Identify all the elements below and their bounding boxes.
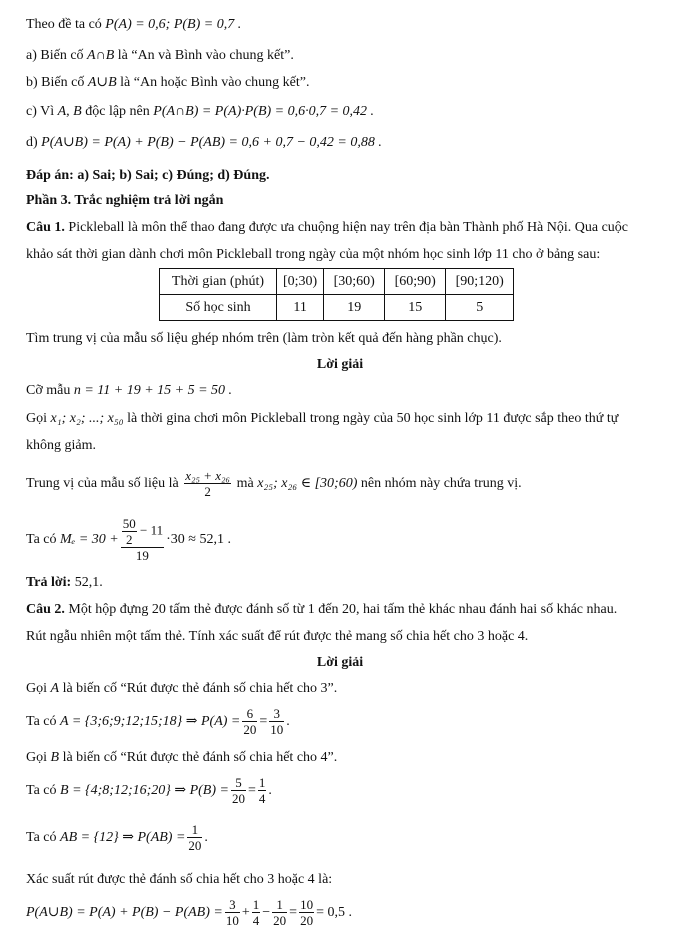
plus-sign: + — [241, 905, 250, 920]
fraction — [299, 897, 314, 928]
fraction — [231, 775, 246, 806]
question-1-ask: Tìm trung vị của mẫu số liệu ghép nhóm trên (làm tròn kết quả đến hàng phần chục). — [26, 331, 502, 346]
event-b-text: là biến cố “Rút được thẻ đánh số chia hết cho 4”. — [59, 750, 338, 765]
table-cell: 19 — [324, 295, 385, 321]
final-probability-line — [26, 894, 352, 932]
statement-b-text: là “An hoặc Bình vào chung kết”. — [116, 75, 310, 90]
event-a-symbol: A — [50, 681, 60, 696]
equals-sign: = — [289, 905, 298, 920]
event-a-label: Gọi — [26, 681, 51, 696]
median-conjunction: mà — [233, 476, 258, 491]
table-cell: Thời gian (phút) — [160, 269, 277, 295]
final-probability-intro: Xác suất rút được thẻ đánh số chia hết cho 3 hoặc 4 là: — [26, 872, 333, 887]
ordering-math: x₁; x₂; ...; x₅₀ — [50, 411, 124, 426]
fraction — [258, 775, 267, 806]
statement-c-math-events: A, B — [57, 104, 82, 119]
half-num: 50 — [122, 516, 136, 532]
question-1-label: Câu 1. — [26, 220, 65, 235]
fraction-den: 20 — [273, 913, 287, 929]
statement-b — [26, 74, 310, 92]
minus-sign: − — [262, 905, 271, 920]
table-header-row — [160, 269, 514, 295]
event-b-label: Gọi — [26, 750, 51, 765]
event-ab-prob-math: AB = {12} ⇒ P(AB) = — [60, 830, 186, 845]
statement-a — [26, 47, 294, 65]
fraction-num: 3 — [269, 706, 284, 722]
table-cell: Số học sinh — [160, 295, 277, 321]
answer-1-value: 52,1. — [71, 575, 103, 590]
period: . — [286, 714, 290, 729]
sample-size-text: Cỡ mẫu — [26, 383, 74, 398]
sample-size-math: n = 11 + 19 + 15 + 5 = 50 . — [73, 383, 233, 398]
median-calc-result: ·30 ≈ 52,1 . — [166, 532, 231, 547]
table-cell: [90;120) — [446, 269, 514, 295]
event-ab-prob-label: Ta có — [26, 830, 61, 845]
median-calc-num — [121, 516, 164, 548]
statement-a-math: A∩B — [87, 48, 115, 63]
median-calc-den: 19 — [135, 548, 149, 564]
fraction-num: 5 — [231, 775, 246, 791]
fraction-den: 4 — [252, 913, 260, 929]
fraction-den: 20 — [243, 722, 257, 738]
table-cell: 5 — [446, 295, 514, 321]
median-fraction-num: x₂₅ + x₂₆ — [185, 468, 231, 484]
fraction — [269, 706, 284, 737]
intro-text: Theo đề ta có — [26, 17, 106, 32]
event-a-prob-math: A = {3;6;9;12;15;18} ⇒ P(A) = — [60, 714, 241, 729]
fraction-den: 10 — [270, 722, 284, 738]
median-calc-me: Mₑ = 30 + — [60, 532, 119, 547]
event-b-symbol: B — [50, 750, 60, 765]
solution-2-title: Lời giải — [316, 655, 364, 670]
median-line — [26, 466, 522, 502]
statement-c-text: độc lập nên — [81, 104, 154, 119]
median-calc-label: Ta có — [26, 532, 61, 547]
fraction-den: 10 — [225, 913, 239, 929]
event-a-line — [26, 680, 337, 698]
median-calc-minus: − 11 — [136, 522, 164, 538]
answer-key: Đáp án: a) Sai; b) Sai; c) Đúng; d) Đúng. — [26, 168, 270, 183]
fraction-num: 1 — [187, 822, 202, 838]
fraction — [272, 897, 287, 928]
median-calc-line — [26, 510, 231, 570]
period: . — [268, 783, 272, 798]
fraction — [187, 822, 202, 853]
statement-a-text: là “An và Bình vào chung kết”. — [114, 48, 294, 63]
fraction — [225, 897, 240, 928]
answer-1-label: Trả lời: — [26, 575, 72, 590]
equals-sign: = — [247, 783, 256, 798]
table-cell: [60;90) — [385, 269, 446, 295]
table-cell: [0;30) — [277, 269, 324, 295]
question-1-text-1: Pickleball là môn thể thao đang được ưa chuộng hiện nay trên địa bàn Thành phố Hà Nội. Qua cuộc — [64, 220, 629, 235]
event-a-text: là biến cố “Rút được thẻ đánh số chia hết cho 3”. — [59, 681, 338, 696]
statement-d — [26, 134, 382, 152]
equals-sign: = — [259, 714, 268, 729]
ordering-text: là thời gina chơi môn Pickleball trong ngày của 50 học sinh lớp 11 được sắp theo thứ tự — [123, 411, 619, 426]
half-fraction — [122, 516, 137, 547]
event-a-prob-label: Ta có — [26, 714, 61, 729]
statement-c-label: c) Vì — [26, 104, 58, 119]
statement-c-math: P(A∩B) = P(A)·P(B) = 0,6·0,7 = 0,42 . — [153, 104, 375, 119]
answer-1 — [26, 574, 103, 592]
fraction — [252, 897, 261, 928]
fraction-num: 6 — [242, 706, 257, 722]
statement-d-label: d) — [26, 135, 42, 150]
fraction-num: 1 — [252, 897, 260, 913]
event-b-prob-math: B = {4;8;12;16;20} ⇒ P(B) = — [60, 783, 229, 798]
question-1-line-2: khảo sát thời gian dành chơi môn Pickleball trong ngày của một nhóm học sinh lớp 11 cho ở bảng sau: — [26, 247, 601, 262]
statement-b-label: b) Biến cố — [26, 75, 88, 90]
sample-size-line — [26, 382, 232, 400]
table-row — [160, 295, 514, 321]
event-b-prob-line — [26, 773, 272, 809]
part3-heading: Phần 3. Trắc nghiệm trả lời ngắn — [26, 193, 224, 208]
fraction-den: 4 — [258, 791, 266, 807]
ordering-line-1 — [26, 410, 618, 428]
median-fraction-den: 2 — [204, 484, 211, 500]
ordering-label: Gọi — [26, 411, 51, 426]
fraction-den: 20 — [231, 791, 245, 807]
fraction-num: 3 — [225, 897, 240, 913]
fraction-num: 1 — [258, 775, 266, 791]
event-b-line — [26, 749, 337, 767]
table-cell: [30;60) — [324, 269, 385, 295]
statement-d-math: P(A∪B) = P(A) + P(B) − P(AB) = 0,6 + 0,7 − 0,42 = 0,88 . — [41, 135, 382, 150]
data-table — [159, 268, 514, 321]
fraction — [242, 706, 257, 737]
statement-b-math: A∪B — [87, 75, 117, 90]
intro-line — [26, 16, 241, 34]
fraction-den: 20 — [188, 838, 202, 854]
table-cell: 11 — [277, 295, 324, 321]
solution-1-title: Lời giải — [316, 357, 364, 372]
fraction-num: 1 — [272, 897, 287, 913]
median-text: Trung vị của mẫu số liệu là — [26, 476, 183, 491]
question-2-line-1 — [26, 601, 617, 619]
final-result: = 0,5 . — [316, 905, 352, 920]
question-1-line-1 — [26, 219, 628, 237]
statement-c — [26, 103, 374, 121]
event-b-prob-label: Ta có — [26, 783, 61, 798]
final-probability-math: P(A∪B) = P(A) + P(B) − P(AB) = — [26, 905, 223, 920]
table-cell: 15 — [385, 295, 446, 321]
median-calc-fraction — [121, 516, 164, 563]
question-2-text-1: Một hộp đựng 20 tấm thẻ được đánh số từ 1 đến 20, hai tấm thẻ khác nhau đánh hai số khác nhau. — [64, 602, 618, 617]
half-den: 2 — [126, 532, 133, 548]
event-a-prob-line — [26, 704, 290, 740]
median-conclusion: nên nhóm này chứa trung vị. — [357, 476, 522, 491]
period: . — [204, 830, 208, 845]
fraction-num: 10 — [300, 897, 314, 913]
question-2-label: Câu 2. — [26, 602, 65, 617]
event-ab-prob-line — [26, 820, 208, 856]
median-fraction — [184, 468, 231, 499]
fraction-den: 20 — [300, 913, 314, 929]
intro-math: P(A) = 0,6; P(B) = 0,7 . — [105, 17, 242, 32]
median-interval-math: x₂₅; x₂₆ ∈ [30;60) — [257, 476, 358, 491]
question-2-line-2: Rút ngẫu nhiên một tấm thẻ. Tính xác suất để rút được thẻ mang số chia hết cho 3 hoặc 4. — [26, 629, 529, 644]
statement-a-label: a) Biến cố — [26, 48, 88, 63]
ordering-line-2: không giảm. — [26, 438, 96, 453]
